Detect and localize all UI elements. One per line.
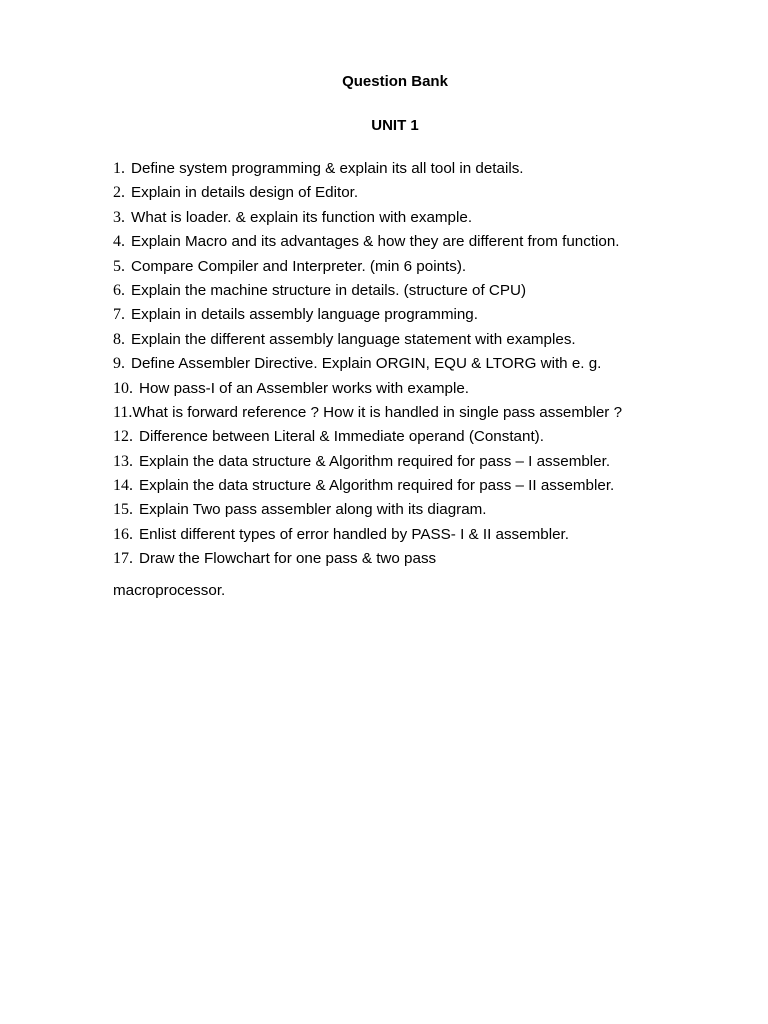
question-item bbox=[113, 255, 733, 279]
question-number: 2. bbox=[113, 184, 125, 202]
question-text: Explain in details assembly language programming. bbox=[131, 306, 478, 324]
question-item bbox=[113, 352, 733, 376]
question-number: 9. bbox=[113, 355, 125, 373]
question-item bbox=[113, 450, 733, 474]
question-text: Draw the Flowchart for one pass & two pass bbox=[139, 550, 437, 568]
question-text: Difference between Literal & Immediate operand (Constant). bbox=[139, 428, 544, 446]
question-text: Explain the different assembly language statement with examples. bbox=[131, 330, 576, 348]
question-item bbox=[113, 523, 733, 547]
question-item bbox=[113, 377, 733, 401]
question-text: Explain Macro and its advantages & how they are different from function. bbox=[131, 233, 620, 251]
question-number: 1. bbox=[113, 160, 125, 177]
document-title: Question Bank bbox=[342, 73, 448, 90]
question-number: 13. bbox=[113, 452, 133, 470]
question-number: 8. bbox=[113, 330, 125, 348]
question-number: 15. bbox=[113, 501, 133, 519]
question-text: Enlist different types of error handled by PASS- I & II assembler. bbox=[139, 525, 569, 543]
question-text: Explain Two pass assembler along with its diagram. bbox=[139, 501, 487, 519]
question-number: 5. bbox=[113, 257, 125, 275]
question-number: 7. bbox=[113, 306, 125, 324]
question-item bbox=[113, 425, 733, 449]
question-text: Compare Compiler and Interpreter. (min 6 points). bbox=[131, 257, 467, 275]
question-text: Define Assembler Directive. Explain ORGIN, EQU & LTORG with e. g. bbox=[131, 355, 602, 373]
question-text: Explain in details design of Editor. bbox=[131, 184, 359, 202]
question-text: What is forward reference ? How it is handled in single pass assembler ? bbox=[132, 403, 623, 421]
question-item bbox=[113, 474, 733, 498]
question-number: 12. bbox=[113, 428, 133, 446]
question-item bbox=[113, 401, 733, 425]
question-number: 16. bbox=[113, 525, 133, 543]
question-number: 3. bbox=[113, 208, 125, 226]
question-text: Explain the data structure & Algorithm required for pass – II assembler. bbox=[139, 477, 615, 495]
question-item bbox=[113, 547, 733, 571]
unit-heading: UNIT 1 bbox=[371, 117, 419, 134]
question-number: 17. bbox=[113, 550, 133, 568]
question-text: Define system programming & explain its all tool in details. bbox=[131, 160, 524, 177]
question-number: 14. bbox=[113, 477, 133, 495]
question-text: How pass-I of an Assembler works with example. bbox=[139, 379, 470, 397]
question-number: 10. bbox=[113, 379, 133, 397]
question-item bbox=[113, 206, 733, 230]
question-item bbox=[113, 328, 733, 352]
question-item bbox=[113, 498, 733, 522]
question-text: Explain the data structure & Algorithm required for pass – I assembler. bbox=[139, 452, 611, 470]
question-continuation: macroprocessor. bbox=[113, 582, 226, 599]
question-list bbox=[113, 157, 733, 572]
question-text: Explain the machine structure in details. (structure of CPU) bbox=[131, 281, 527, 299]
question-item bbox=[113, 230, 733, 254]
question-number: 6. bbox=[113, 281, 125, 299]
question-item bbox=[113, 303, 733, 327]
question-number: 11. bbox=[113, 403, 133, 421]
question-item bbox=[113, 279, 733, 303]
question-item bbox=[113, 181, 733, 205]
question-number: 4. bbox=[113, 233, 125, 251]
question-item bbox=[113, 157, 733, 181]
question-text: What is loader. & explain its function with example. bbox=[131, 208, 473, 226]
